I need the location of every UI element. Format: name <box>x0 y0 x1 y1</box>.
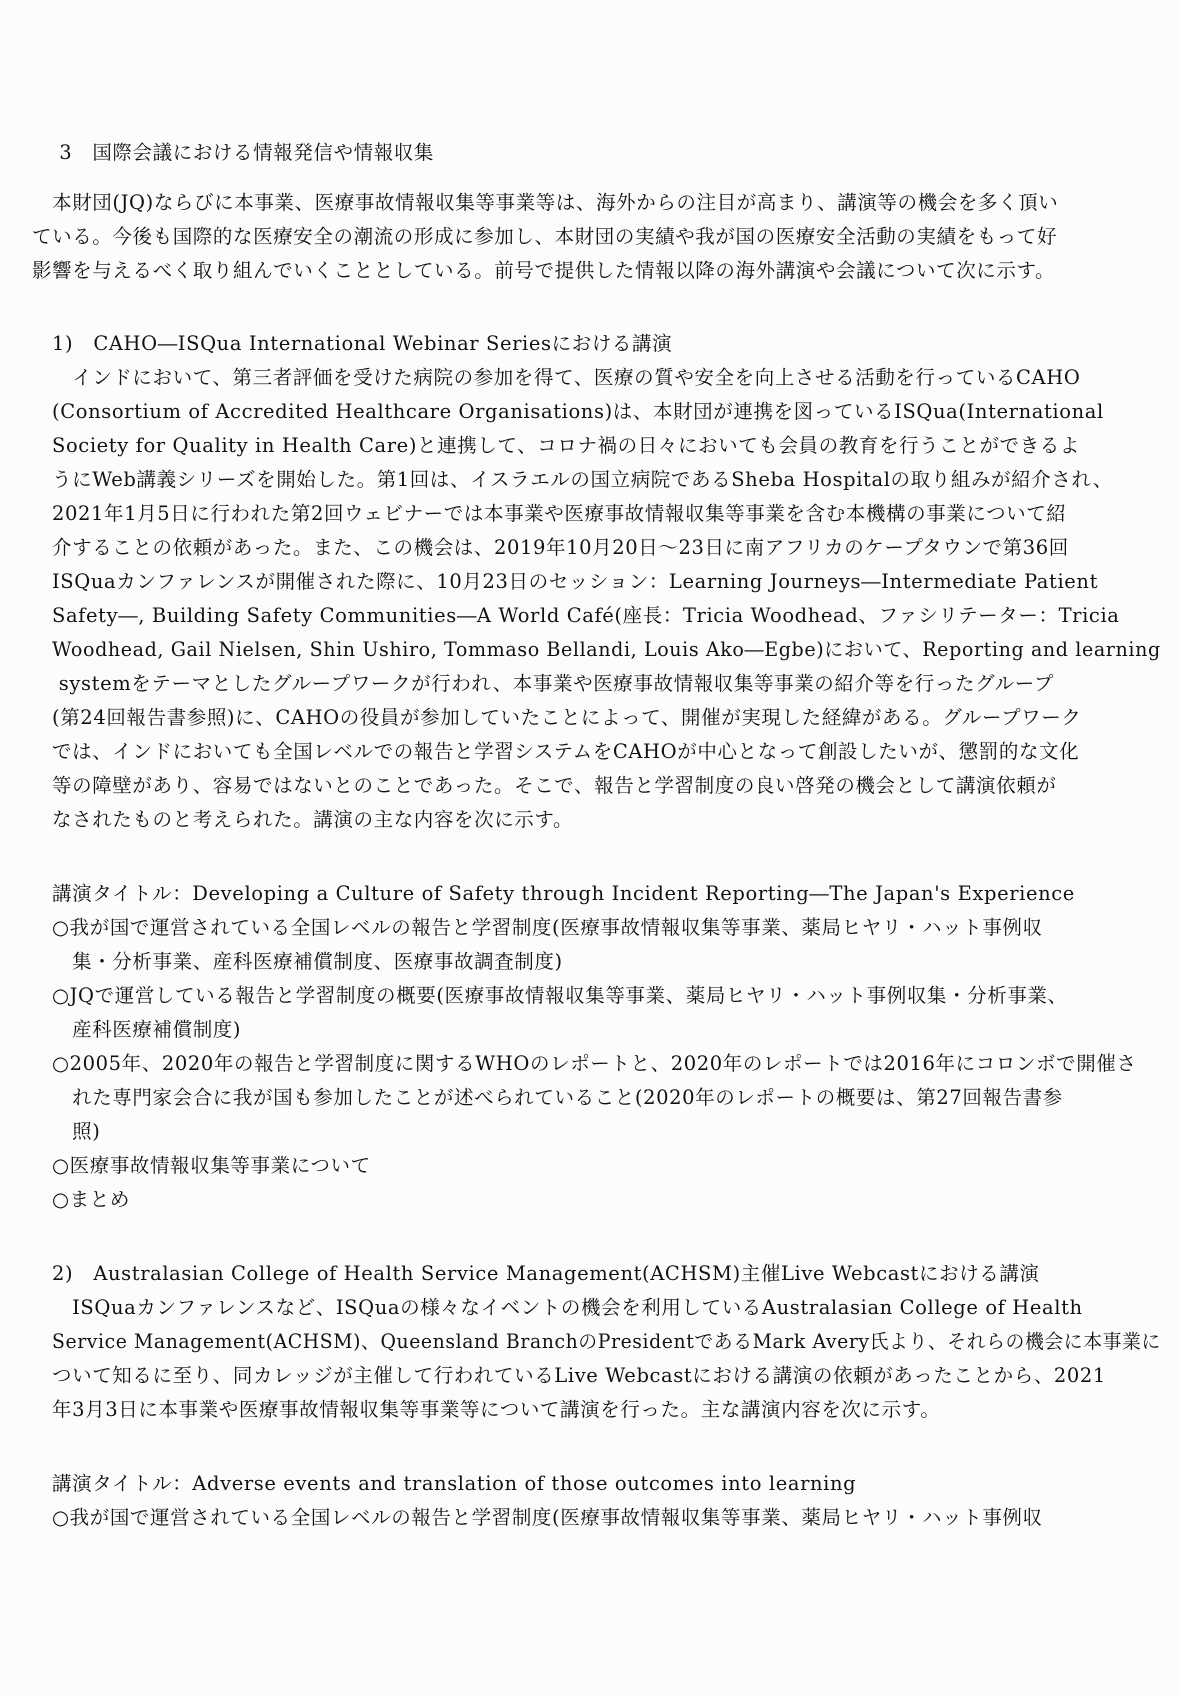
subsection-heading: 2) Australasian College of Health Service Management(ACHSM)主催Live Webcastにおける講演 <box>52 1262 1040 1285</box>
list-item-line: ○2005年、2020年の報告と学習制度に関するWHOのレポートと、2020年のレポートでは2016年にコロンボで開催さ <box>52 1052 1137 1075</box>
paragraph-line: (第24回報告書参照)に、CAHOの役員が参加していたことによって、開催が実現した経緯がある。グループワーク <box>52 706 1082 729</box>
paragraph-line: Safety―, Building Safety Communities―A World Café(座長：Tricia Woodhead、ファシリテーター：Tricia <box>52 604 1120 627</box>
paragraph-line: うにWeb講義シリーズを開始した。第1回は、イスラエルの国立病院であるSheba Hospitalの取り組みが紹介され、 <box>52 468 1113 491</box>
paragraph-line: Woodhead, Gail Nielsen, Shin Ushiro, Tommaso Bellandi, Louis Ako―Egbe)において、Reporting and learning <box>52 638 1161 661</box>
list-item-line: ○医療事故情報収集等事業について <box>52 1154 371 1177</box>
paragraph-line: Service Management(ACHSM)、Queensland BranchのPresidentであるMark Avery氏より、それらの機会に本事業に <box>52 1330 1161 1353</box>
paragraph-line: Society for Quality in Health Care)と連携して、コロナ禍の日々においても会員の教育を行うことができるよ <box>52 434 1080 457</box>
list-item-line: 集・分析事業、産科医療補償制度、医療事故調査制度) <box>52 950 563 973</box>
paragraph-line: ISQuaカンファレンスなど、ISQuaの様々なイベントの機会を利用しているAustralasian College of Health <box>52 1296 1083 1319</box>
paragraph-line: systemをテーマとしたグループワークが行われ、本事業や医療事故情報収集等事業の紹介等を行ったグループ <box>52 672 1054 695</box>
list-item-line: ○我が国で運営されている全国レベルの報告と学習制度(医療事故情報収集等事業、薬局ヒヤリ・ハット事例収 <box>52 1506 1043 1529</box>
paragraph-line: 等の障壁があり、容易ではないとのことであった。そこで、報告と学習制度の良い啓発の機会として講演依頼が <box>52 774 1057 797</box>
section-title: 国際会議における情報発信や情報収集 <box>92 141 435 164</box>
list-item-line: ○我が国で運営されている全国レベルの報告と学習制度(医療事故情報収集等事業、薬局ヒヤリ・ハット事例収 <box>52 916 1043 939</box>
section-number: 3 <box>59 141 73 164</box>
paragraph-line: 年3月3日に本事業や医療事故情報収集等事業等について講演を行った。主な講演内容を次に示す。 <box>52 1398 941 1421</box>
list-item-line: 照) <box>52 1120 101 1143</box>
list-item-line: 産科医療補償制度) <box>52 1018 242 1041</box>
paragraph-line: ついて知るに至り、同カレッジが主催して行われているLive Webcastにおける講演の依頼があったことから、2021 <box>52 1364 1106 1387</box>
list-item-line: れた専門家会合に我が国も参加したことが述べられていること(2020年のレポートの概要は、第27回報告書参 <box>52 1086 1063 1109</box>
paragraph-line: インドにおいて、第三者評価を受けた病院の参加を得て、医療の質や安全を向上させる活動を行っているCAHO <box>52 366 1081 389</box>
list-item-line: ○まとめ <box>52 1188 130 1211</box>
paragraph-line: では、インドにおいても全国レベルでの報告と学習システムをCAHOが中心となって創設したいが、懲罰的な文化 <box>52 740 1080 763</box>
paragraph-line: ISQuaカンファレンスが開催された際に、10月23日のセッション：Learning Journeys―Intermediate Patient <box>52 570 1099 593</box>
lecture-title: 講演タイトル：Developing a Culture of Safety through Incident Reporting―The Japan's Experience <box>52 882 1075 905</box>
paragraph-line: 介することの依頼があった。また、この機会は、2019年10月20日～23日に南アフリカのケープタウンで第36回 <box>52 536 1069 559</box>
paragraph-line: ている。今後も国際的な医療安全の潮流の形成に参加し、本財団の実績や我が国の医療安全活動の実績をもって好 <box>32 225 1058 248</box>
subsection-heading: 1) CAHO―ISQua International Webinar Seriesにおける講演 <box>52 332 673 355</box>
paragraph-line: (Consortium of Accredited Healthcare Organisations)は、本財団が連携を図っているISQua(International <box>52 400 1104 423</box>
paragraph-line: 本財団(JQ)ならびに本事業、医療事故情報収集等事業等は、海外からの注目が高まり、講演等の機会を多く頂い <box>32 191 1059 214</box>
paragraph-line: 影響を与えるべく取り組んでいくこととしている。前号で提供した情報以降の海外講演や会議について次に示す。 <box>32 259 1056 282</box>
list-item-line: ○JQで運営している報告と学習制度の概要(医療事故情報収集等事業、薬局ヒヤリ・ハット事例収集・分析事業、 <box>52 984 1068 1007</box>
paragraph-line: 2021年1月5日に行われた第2回ウェビナーでは本事業や医療事故情報収集等事業を含む本機構の事業について紹 <box>52 502 1067 525</box>
section-heading <box>32 117 435 164</box>
paragraph-line: なされたものと考えられた。講演の主な内容を次に示す。 <box>52 808 574 831</box>
lecture-title: 講演タイトル：Adverse events and translation of those outcomes into learning <box>52 1472 857 1495</box>
